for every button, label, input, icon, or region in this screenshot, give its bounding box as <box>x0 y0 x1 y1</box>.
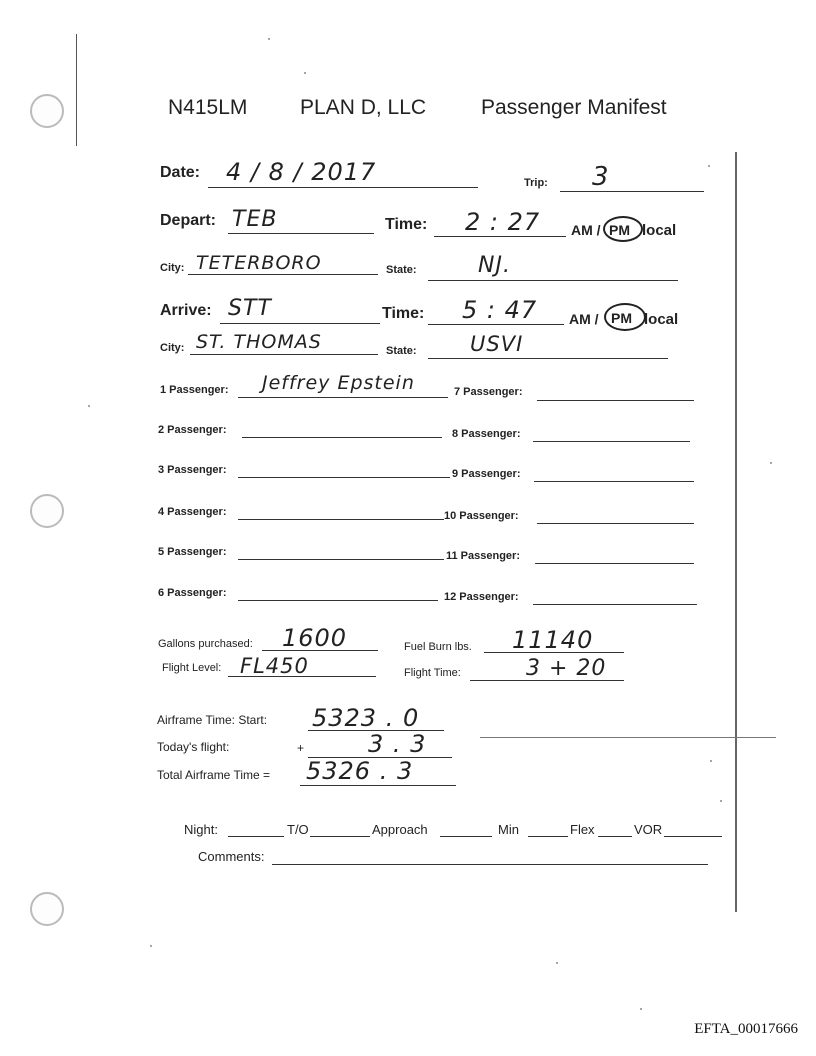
depart-time-line <box>434 236 566 237</box>
punch-hole-bottom <box>30 892 64 926</box>
page-title: Passenger Manifest <box>481 96 667 119</box>
stray-line <box>480 737 776 738</box>
arrive-state-value: USVI <box>470 332 524 356</box>
speck <box>304 72 306 74</box>
night-line <box>228 836 284 837</box>
depart-time-label: Time: <box>385 216 428 233</box>
depart-city-value: TETERBORO <box>196 252 322 274</box>
todays-flight-label: Today's flight: <box>157 740 230 754</box>
depart-label: Depart: <box>160 212 217 229</box>
passenger-4-line <box>238 519 444 520</box>
speck <box>88 405 90 407</box>
to-line <box>310 836 370 837</box>
arrive-label: Arrive: <box>160 302 212 319</box>
depart-line <box>228 233 374 234</box>
vor-label: VOR <box>634 822 663 837</box>
right-margin-line <box>735 152 737 912</box>
passenger-9-line <box>534 481 694 482</box>
passenger-1-value: Jeffrey Epstein <box>262 372 415 394</box>
speck <box>268 38 270 40</box>
passenger-4-label: 4 Passenger: <box>158 506 227 518</box>
passenger-12-label: 12 Passenger: <box>444 591 519 603</box>
comments-line <box>272 864 708 865</box>
passenger-11-line <box>535 563 694 564</box>
punch-hole-middle <box>30 494 64 528</box>
passenger-11-label: 11 Passenger: <box>446 550 520 562</box>
night-label: Night: <box>184 822 218 837</box>
depart-time-value: 2 : 27 <box>465 208 541 236</box>
passenger-1-label: 1 Passenger: <box>160 384 229 396</box>
tail-number: N415LM <box>168 96 248 119</box>
min-line <box>528 836 568 837</box>
airframe-start-label: Airframe Time: Start: <box>157 713 268 727</box>
total-airframe-line <box>300 785 456 786</box>
passenger-7-label: 7 Passenger: <box>454 386 523 398</box>
passenger-2-label: 2 Passenger: <box>158 424 227 436</box>
fuel-burn-label: Fuel Burn lbs. <box>404 641 472 653</box>
speck <box>150 945 152 947</box>
approach-label: Approach <box>372 822 428 837</box>
gallons-label: Gallons purchased: <box>158 638 253 650</box>
trip-value: 3 <box>592 162 610 192</box>
depart-city-line <box>188 274 378 275</box>
passenger-2-line <box>242 437 442 438</box>
passenger-1-line <box>238 397 448 398</box>
passenger-8-line <box>533 441 690 442</box>
flight-level-label: Flight Level: <box>162 662 222 674</box>
date-line <box>208 187 478 188</box>
passenger-7-line <box>537 400 694 401</box>
date-value: 4 / 8 / 2017 <box>226 158 377 186</box>
depart-state-value: NJ. <box>478 253 511 278</box>
flight-time-label: Flight Time: <box>404 667 461 679</box>
arrive-line <box>220 323 380 324</box>
passenger-5-label: 5 Passenger: <box>158 546 227 558</box>
passenger-5-line <box>238 559 444 560</box>
arrive-city-line <box>190 354 378 355</box>
date-label: Date: <box>160 164 201 181</box>
passenger-3-label: 3 Passenger: <box>158 464 227 476</box>
depart-city-label: City: <box>160 262 185 274</box>
arrive-am-label: AM / <box>569 311 599 327</box>
passenger-9-label: 9 Passenger: <box>452 468 521 480</box>
passenger-6-line <box>238 600 438 601</box>
arrive-time-label: Time: <box>382 305 425 322</box>
arrive-state-label: State: <box>386 345 417 357</box>
comments-label: Comments: <box>198 849 265 864</box>
scan-edge-mark <box>76 34 77 146</box>
arrive-time-value: 5 : 47 <box>462 296 538 324</box>
fuel-burn-value: 11140 <box>512 626 594 654</box>
min-label: Min <box>498 822 519 837</box>
flight-time-value: 3 + 20 <box>526 656 607 681</box>
depart-pm-label: PM <box>609 222 630 238</box>
vor-line <box>664 836 722 837</box>
speck <box>710 760 712 762</box>
passenger-10-label: 10 Passenger: <box>444 510 519 522</box>
passenger-3-line <box>238 477 450 478</box>
speck <box>720 800 722 802</box>
todays-flight-value: 3 . 3 <box>368 730 427 758</box>
total-airframe-value: 5326 . 3 <box>306 757 414 785</box>
arrive-time-line <box>428 324 564 325</box>
approach-line <box>440 836 492 837</box>
depart-value: TEB <box>232 207 278 232</box>
depart-am-label: AM / <box>571 222 601 238</box>
airframe-start-value: 5323 . 0 <box>312 704 420 732</box>
arrive-local-label: local <box>644 311 679 328</box>
flex-line <box>598 836 632 837</box>
punch-hole-top <box>30 94 64 128</box>
arrive-value: STT <box>228 296 272 321</box>
arrive-city-label: City: <box>160 342 185 354</box>
speck <box>770 462 772 464</box>
speck <box>556 962 558 964</box>
depart-state-line <box>428 280 678 281</box>
arrive-state-line <box>428 358 668 359</box>
passenger-10-line <box>537 523 694 524</box>
speck <box>640 1008 642 1010</box>
total-airframe-label: Total Airframe Time = <box>157 768 271 782</box>
trip-label: Trip: <box>524 177 548 189</box>
to-label: T/O <box>287 822 309 837</box>
flight-level-value: FL450 <box>240 654 309 678</box>
trip-line <box>560 191 704 192</box>
document-id: EFTA_00017666 <box>694 1021 798 1037</box>
passenger-8-label: 8 Passenger: <box>452 428 521 440</box>
company-name: PLAN D, LLC <box>300 96 427 119</box>
flex-label: Flex <box>570 822 595 837</box>
speck <box>708 165 710 167</box>
gallons-value: 1600 <box>282 624 348 652</box>
depart-state-label: State: <box>386 264 417 276</box>
passenger-6-label: 6 Passenger: <box>158 587 227 599</box>
arrive-city-value: ST. THOMAS <box>196 331 322 353</box>
passenger-12-line <box>533 604 697 605</box>
todays-flight-plus: + <box>297 741 305 755</box>
arrive-pm-label: PM <box>611 310 632 326</box>
depart-local-label: local <box>642 222 677 239</box>
